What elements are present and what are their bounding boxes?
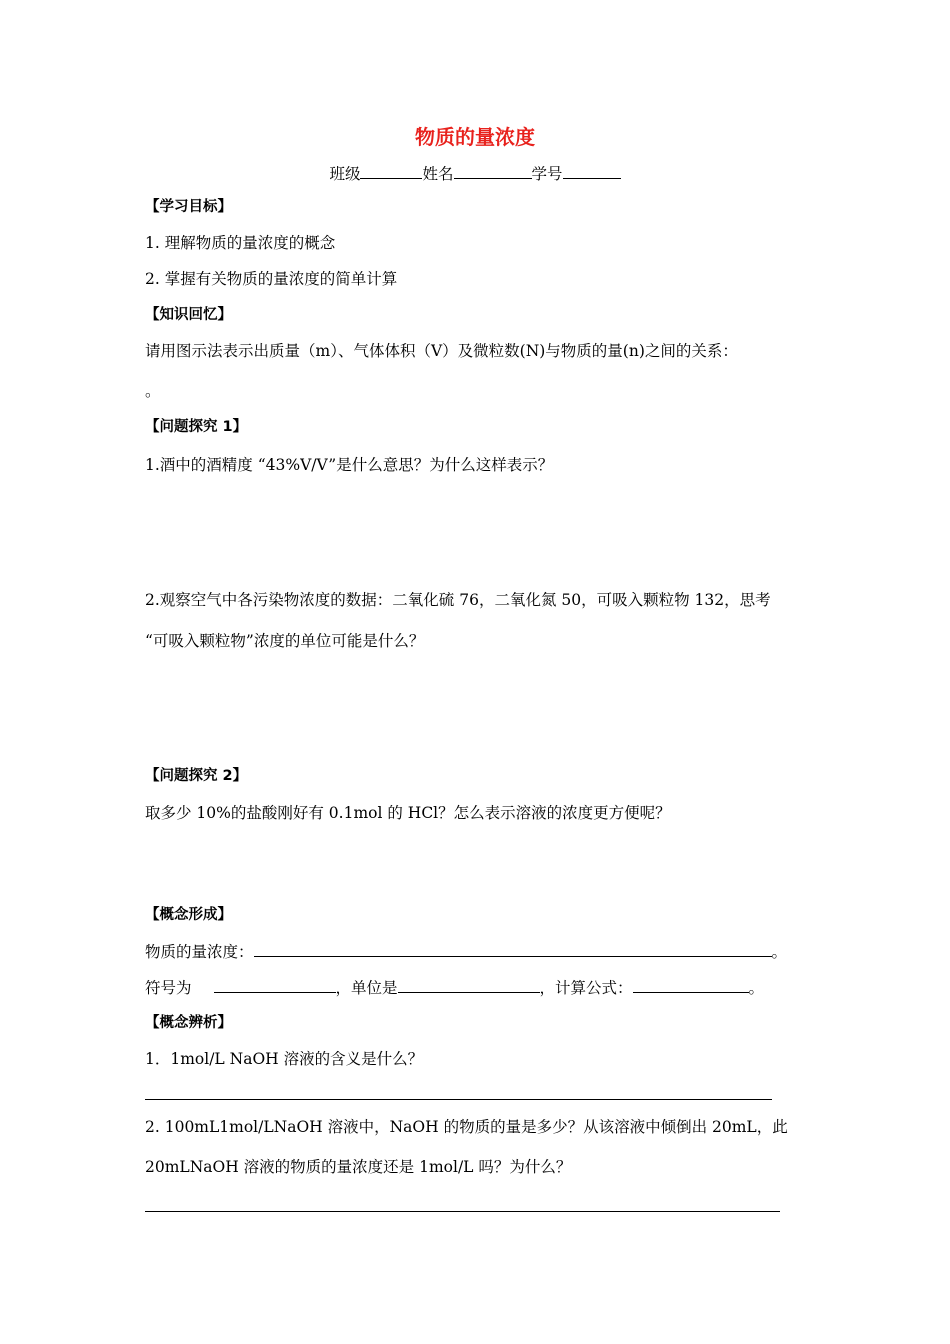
student-id-label: 学号 [531,165,563,183]
unit-label: ，单位是 [335,979,398,997]
student-id-blank[interactable] [563,162,621,179]
review-tail: 。 [145,382,161,400]
formula-blank[interactable] [633,976,749,993]
definition-label: 物质的量浓度： [145,943,254,961]
symbol-label: 符号为 [145,979,192,997]
inquiry1-heading: 【问题探究 1】 [145,419,248,435]
inquiry1-question-1: 1.酒中的酒精度 “43%V/V”是什么意思？为什么这样表示？ [145,456,554,474]
review-heading: 【知识回忆】 [145,307,232,323]
student-info-line [0,162,950,185]
inquiry2-question: 取多少 10%的盐酸刚好有 0.1mol 的 HCl？怎么表示溶液的浓度更方便呢？ [145,804,671,822]
page-title: 物质的量浓度 [415,125,535,149]
symbol-blank[interactable] [214,976,336,993]
objective-item-1: 1. 理解物质的量浓度的概念 [145,234,336,252]
class-label: 班级 [329,165,361,183]
objective-item-2: 2. 掌握有关物质的量浓度的简单计算 [145,270,398,288]
concept-definition-line [145,940,787,963]
unit-blank[interactable] [398,976,540,993]
name-blank[interactable] [454,162,532,179]
objectives-heading: 【学习目标】 [145,199,232,215]
analysis-question-1: 1．1mol/L NaOH 溶液的含义是什么？ [145,1050,424,1068]
analysis-heading: 【概念辨析】 [145,1015,232,1031]
inquiry2-heading: 【问题探究 2】 [145,768,248,784]
formula-end: 。 [748,979,765,997]
formula-label: ，计算公式： [539,979,633,997]
inquiry1-question-2-line-1: 2.观察空气中各污染物浓度的数据：二氧化硫 76，二氧化氮 50，可吸入颗粒物 132，思考 [145,591,771,609]
answer-line-1[interactable] [145,1099,772,1100]
class-blank[interactable] [360,162,422,179]
review-text: 请用图示法表示出质量（m）、气体体积（V）及微粒数(N)与物质的量(n)之间的关系： [145,342,738,360]
definition-end: 。 [771,943,788,961]
analysis-question-2-line-1: 2. 100mL1mol/LNaOH 溶液中，NaOH 的物质的量是多少？从该溶液中倾倒出 20mL，此 [145,1118,788,1136]
concept-symbol-line [145,976,764,999]
name-label: 姓名 [422,165,454,183]
analysis-question-2-line-2: 20mLNaOH 溶液的物质的量浓度还是 1mol/L 吗？为什么？ [145,1158,572,1176]
answer-line-2[interactable] [145,1211,780,1212]
concept-heading: 【概念形成】 [145,907,232,923]
definition-blank[interactable] [254,940,772,957]
inquiry1-question-2-line-2: “可吸入颗粒物”浓度的单位可能是什么？ [145,632,425,650]
